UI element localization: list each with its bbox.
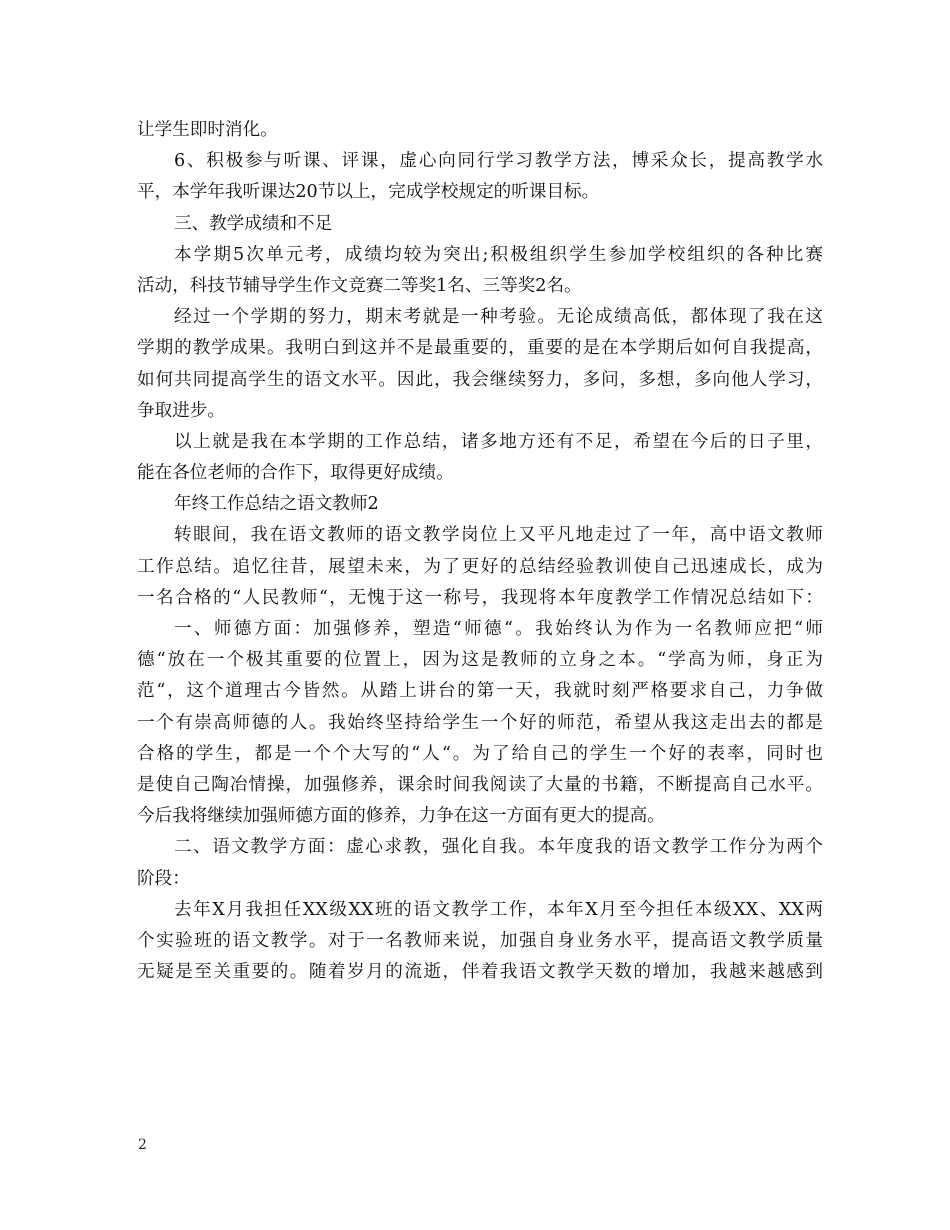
- text-line: 一个有崇高师德的人。我始终坚持给学生一个好的师范，希望从我这走出去的都是: [137, 712, 823, 733]
- text-line: 让学生即时消化。: [137, 120, 278, 140]
- text-line: 一名合格的“人民教师“，无愧于这一称号，我现将本年度教学工作情况总结如下：: [137, 587, 823, 608]
- text-line: 合格的学生，都是一个个大写的“人“。为了给自己的学生一个好的表率，同时也: [137, 743, 823, 764]
- text-line: 德“放在一个极其重要的位置上，因为这是教师的立身之本。“学高为师，身正为: [137, 650, 823, 671]
- document-body: [137, 115, 823, 988]
- text-line: 本学期5次单元考，成绩均较为突出;积极组织学生参加学校组织的各种比赛: [174, 244, 823, 265]
- text-line: 经过一个学期的努力，期末考就是一种考验。无论成绩高低，都体现了我在这: [174, 307, 823, 328]
- text-line: 二、语文教学方面：虚心求教，强化自我。本年度我的语文教学工作分为两个: [174, 837, 823, 858]
- text-line: 三、教学成绩和不足: [174, 213, 333, 234]
- text-line: 个实验班的语文教学。对于一名教师来说，加强自身业务水平，提高语文教学质量: [137, 930, 823, 951]
- text-line: 无疑是至关重要的。随着岁月的流逝，伴着我语文教学天数的增加，我越来越感到: [137, 962, 823, 983]
- page-number: 2: [138, 1137, 147, 1153]
- text-line: 如何共同提高学生的语文水平。因此，我会继续努力，多问，多想，多向他人学习，: [137, 369, 823, 390]
- text-line: 争取进步。: [137, 400, 225, 421]
- text-line: 转眼间，我在语文教师的语文教学岗位上又平凡地走过了一年，高中语文教师: [174, 525, 823, 546]
- text-line: 活动，科技节辅导学生作文竞赛二等奖1名、三等奖2名。: [137, 275, 582, 296]
- text-line: 工作总结。追忆往昔，展望未来，为了更好的总结经验教训使自己迅速成长，成为: [137, 556, 823, 577]
- text-line: 平，本学年我听课达20节以上，完成学校规定的听课目标。: [137, 182, 600, 203]
- text-line: 阶段：: [137, 868, 190, 889]
- text-line: 6、积极参与听课、评课，虚心向同行学习教学方法，博采众长，提高教学水: [174, 151, 823, 172]
- text-line: 一、师德方面：加强修养，塑造“师德“。我始终认为作为一名教师应把“师: [174, 619, 823, 639]
- text-line: 去年X月我担任XX级XX班的语文教学工作，本年X月至今担任本级XX、XX两: [174, 899, 823, 920]
- text-line: 能在各位老师的合作下，取得更好成绩。: [137, 463, 454, 484]
- text-line: 年终工作总结之语文教师2: [174, 494, 379, 515]
- text-line: 范“，这个道理古今皆然。从踏上讲台的第一天，我就时刻严格要求自己，力争做: [137, 681, 823, 702]
- text-line: 学期的教学成果。我明白到这并不是最重要的，重要的是在本学期后如何自我提高，: [137, 338, 823, 359]
- text-line: 今后我将继续加强师德方面的修养，力争在这一方面有更大的提高。: [137, 806, 665, 827]
- text-line: 是使自己陶冶情操，加强修养，课余时间我阅读了大量的书籍，不断提高自己水平。: [137, 774, 823, 795]
- text-line: 以上就是我在本学期的工作总结，诸多地方还有不足，希望在今后的日子里，: [174, 431, 823, 452]
